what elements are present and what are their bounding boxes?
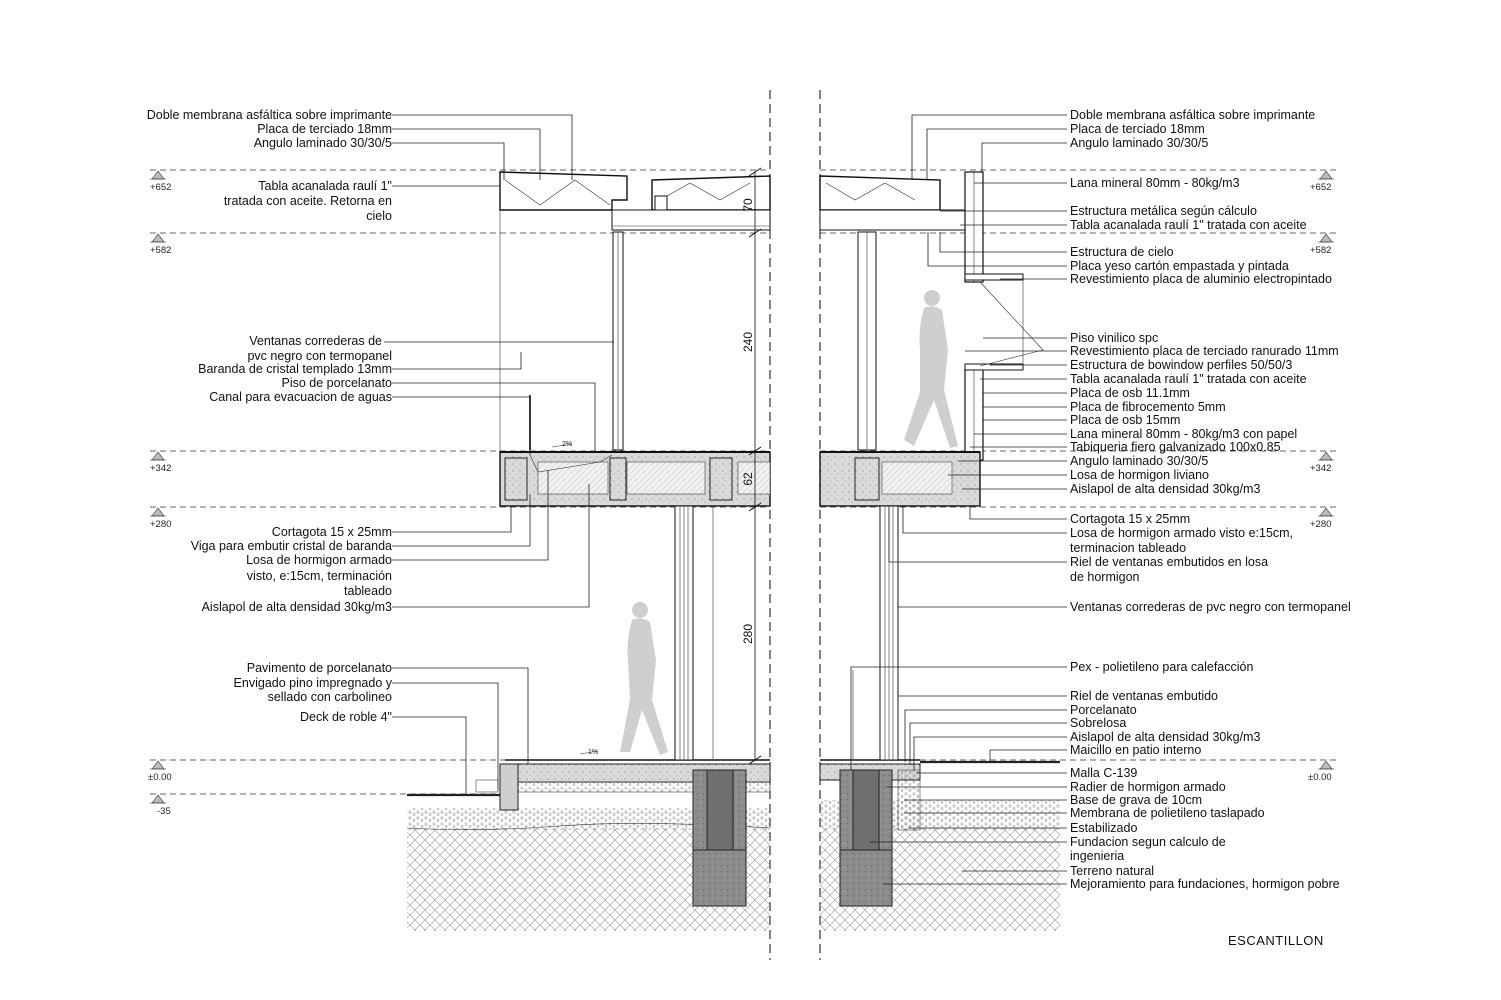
label-right-30: Sobrelosa	[1070, 716, 1127, 730]
level-652-left: +652	[150, 182, 172, 193]
label-right-12: Tabla acanalada raulí 1" tratada con aceite	[1070, 372, 1307, 386]
slope-lower: 1%	[588, 749, 599, 756]
level-280-left: +280	[150, 519, 172, 530]
label-right-31: Aislapol de alta densidad 30kg/m3	[1070, 730, 1261, 744]
labels-left	[147, 108, 393, 724]
roof-left	[500, 172, 770, 455]
slab-left	[500, 452, 770, 506]
label-left-13: Losa de hormigon armado	[246, 553, 392, 567]
level-342-left: +342	[150, 463, 172, 474]
label-right-21: Cortagota 15 x 25mm	[1070, 512, 1191, 526]
label-left-20: Deck de roble 4"	[300, 710, 392, 724]
label-right-26: Ventanas correderas de pvc negro con termopanel	[1070, 600, 1351, 614]
label-left-8: Baranda de cristal templado 13mm	[198, 362, 392, 376]
label-right-20: Aislapol de alta densidad 30kg/m3	[1070, 482, 1261, 496]
slab-right	[820, 452, 980, 506]
label-left-0: Doble membrana asfáltica sobre imprimante	[146, 108, 392, 122]
dimension-280: 280	[741, 623, 755, 645]
label-left-17: Pavimento de porcelanato	[246, 661, 392, 675]
label-left-9: Piso de porcelanato	[281, 376, 392, 390]
label-right-34: Radier de hormigon armado	[1070, 780, 1226, 794]
lower-window-right	[853, 506, 898, 760]
label-right-33: Malla C-139	[1070, 766, 1138, 780]
label-right-25: de hormigon	[1070, 570, 1140, 584]
label-right-7: Placa yeso cartón empastada y pintada	[1070, 259, 1289, 273]
level-342-right: +342	[1310, 463, 1332, 474]
label-right-36: Membrana de polietileno taslapado	[1070, 806, 1265, 820]
dimension-62: 62	[741, 472, 755, 486]
lower-window-left	[675, 506, 713, 760]
label-right-6: Estructura de cielo	[1070, 245, 1174, 259]
person-silhouette-upper	[904, 290, 958, 448]
label-left-6: Ventanas correderas de	[249, 334, 382, 348]
label-right-4: Estructura metálica según cálculo	[1070, 204, 1257, 218]
label-left-16: Aislapol de alta densidad 30kg/m3	[201, 600, 392, 614]
slope-upper: 2%	[562, 441, 573, 448]
person-silhouette-lower	[620, 602, 668, 755]
label-right-14: Placa de fibrocemento 5mm	[1070, 400, 1226, 414]
ground-right	[820, 760, 1060, 931]
label-right-8: Revestimiento placa de aluminio electropintado	[1070, 272, 1332, 286]
label-right-18: Angulo laminado 30/30/5	[1070, 454, 1209, 468]
roof-right	[820, 172, 1023, 282]
label-right-1: Placa de terciado 18mm	[1070, 122, 1205, 136]
label-right-29: Porcelanato	[1070, 703, 1137, 717]
label-right-38: Fundacion segun calculo de	[1070, 835, 1226, 849]
drawing-title: ESCANTILLON	[1228, 933, 1324, 948]
level-000-left: ±0.00	[148, 772, 172, 783]
level-000-right: ±0.00	[1308, 772, 1332, 783]
level-652-right: +652	[1310, 182, 1332, 193]
label-left-18: Envigado pino impregnado y	[233, 676, 392, 690]
level-582-right: +582	[1310, 245, 1332, 256]
label-right-39: ingenieria	[1070, 849, 1125, 863]
label-left-12: Viga para embutir cristal de baranda	[190, 539, 392, 553]
level-m35-left: -35	[157, 806, 171, 817]
label-left-11: Cortagota 15 x 25mm	[271, 525, 392, 539]
label-right-16: Lana mineral 80mm - 80kg/m3 con papel	[1070, 427, 1298, 441]
label-right-15: Placa de osb 15mm	[1070, 413, 1181, 427]
upper-window-left	[530, 232, 623, 450]
level-582-left: +582	[150, 245, 172, 256]
dimension-240: 240	[741, 331, 755, 353]
label-left-5: cielo	[366, 209, 392, 223]
label-right-10: Revestimiento placa de terciado ranurado 11mm	[1070, 344, 1339, 358]
label-left-2: Angulo laminado 30/30/5	[253, 136, 392, 150]
label-right-13: Placa de osb 11.1mm	[1070, 386, 1190, 400]
label-right-28: Riel de ventanas embutido	[1070, 689, 1219, 703]
label-left-3: Tabla acanalada raulí 1"	[258, 179, 392, 193]
label-right-22: Losa de hormigon armado visto e:15cm,	[1070, 526, 1294, 540]
label-left-4: tratada con aceite. Retorna en	[223, 194, 392, 208]
dimension-70: 70	[741, 198, 755, 212]
label-right-17: Tabiqueria fiero galvanizado 100x0.85	[1070, 440, 1281, 454]
label-right-27: Pex - polietileno para calefacción	[1070, 660, 1254, 674]
label-right-35: Base de grava de 10cm	[1070, 793, 1203, 807]
label-left-10: Canal para evacuacion de aguas	[209, 390, 392, 404]
label-right-40: Terreno natural	[1070, 864, 1155, 878]
label-left-1: Placa de terciado 18mm	[257, 122, 392, 136]
label-right-5: Tabla acanalada raulí 1" tratada con aceite	[1070, 218, 1307, 232]
label-right-2: Angulo laminado 30/30/5	[1070, 136, 1209, 150]
label-right-11: Estructura de bowindow perfiles 50/50/3	[1070, 358, 1293, 372]
label-left-19: sellado con carbolineo	[267, 690, 392, 704]
label-right-24: Riel de ventanas embutidos en losa	[1070, 555, 1269, 569]
label-right-19: Losa de hormigon liviano	[1070, 468, 1209, 482]
label-left-15: tableado	[344, 584, 392, 598]
label-right-23: terminacion tableado	[1070, 541, 1187, 555]
label-right-9: Piso vinilico spc	[1070, 331, 1159, 345]
label-left-14: visto, e:15cm, terminación	[246, 569, 392, 583]
label-right-0: Doble membrana asfáltica sobre imprimante	[1070, 108, 1316, 122]
label-right-3: Lana mineral 80mm - 80kg/m3	[1070, 176, 1240, 190]
label-right-32: Maicillo en patio interno	[1070, 743, 1202, 757]
label-left-7: pvc negro con termopanel	[247, 349, 392, 363]
ground-left	[407, 760, 770, 931]
label-right-41: Mejoramiento para fundaciones, hormigon pobre	[1070, 877, 1340, 891]
label-right-37: Estabilizado	[1070, 821, 1138, 835]
level-280-right: +280	[1310, 519, 1332, 530]
